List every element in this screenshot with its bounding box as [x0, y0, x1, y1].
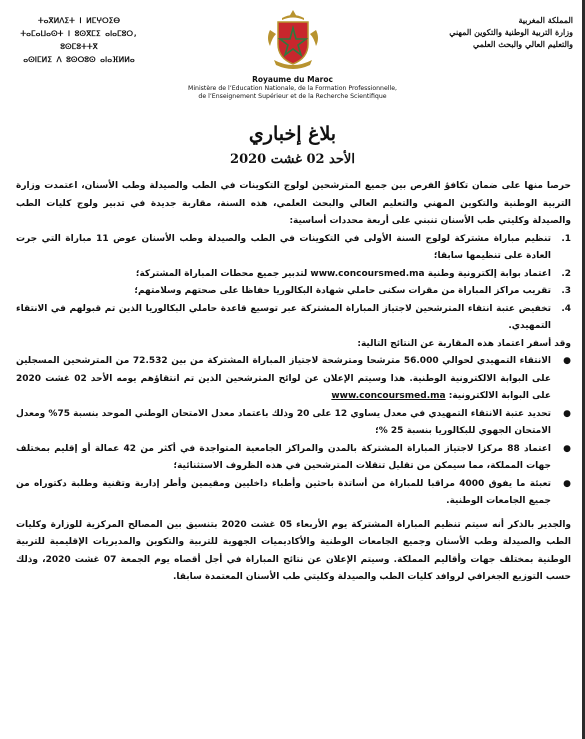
royal-emblem-icon — [262, 8, 324, 74]
list-item — [16, 406, 571, 441]
document-date: الأحد 02 غشت 2020 — [230, 152, 355, 167]
tifinagh-line: ⵜⴰⵎⴰⵡⴰⵙⵜ ⵏ ⵓⵙⴳⵎⵉ ⴰⵏⴰⵎⵓⵔ, ⵓⵙⵎⵓⵜⵜⴳ — [20, 29, 138, 51]
results-intro: وقد أسفر اعتماد هذه المقاربة عن النتائج التالية: — [357, 338, 571, 349]
intro-paragraph: حرصا منها على ضمان تكافؤ الفرص بين جميع المترشحين لولوج التكوينات في الطب والصيدلة وطب الأسنان، اعتمدت وزارة التربية الوطنية والتكوين المهني والتعليم العالي والبحث العلمي، هذه السنة، مقاربة جديدة في تدبير ولوج كليات الطب والصيدلة وكليتي طب الأسنان تنبني على أربعة محددات أساسية: — [16, 181, 571, 226]
list-item — [16, 301, 571, 336]
item-text: تقريب مراكز المباراة من مقرات سكنى حاملي شهادة البكالوريا حفاظا على صحتهم وسلامتهم؛ — [134, 286, 551, 296]
header-tifinagh — [14, 14, 144, 66]
bullet-dot-icon: ● — [563, 443, 571, 454]
bullet-text: الانتقاء التمهيدي لحوالي 56.000 مترشحا ومترشحة لاجتياز المباراة المشتركة من بين 72.532 من المترشحين المسجلين على البوابة الالكترونية الوطنية. هذا وسيتم الإعلان عن لوائح المترشحين الذين تم انتقاؤهم يومه الأحد 02 غشت 2020 على البوابة الالكترونية: — [16, 356, 551, 401]
list-item — [16, 231, 571, 266]
list-item — [16, 283, 571, 301]
arabic-header-line: وزارة التربية الوطنية والتكوين المهني — [449, 27, 573, 37]
tifinagh-line: ⴰⵙⵏⵎⵍⵉ ⴷ ⵓⵙⵔⵓⵙ ⴰⵏⴰⴼⵍⵍⴰ — [23, 55, 135, 64]
document-body — [16, 178, 571, 587]
item-text: اعتماد بوابة إلكترونية وطنية www.concoursmed.ma لتدبير جميع محطات المباراة المشتركة؛ — [135, 268, 551, 279]
item-number: 3. — [561, 286, 571, 296]
arabic-header-line: المملكة المغربية — [518, 15, 573, 25]
item-text: تخفيض عتبة انتقاء المترشحين لاجتياز المباراة المشتركة عبر توسيع قاعدة حاملي البكالوريا الذين تم قبولهم في الانتقاء التمهيدي. — [16, 303, 551, 331]
bullet-text: اعتماد 88 مركزا لاجتياز المباراة المشتركة بالمدن والمراكز الجامعية المتواجدة في أكثر من 42 عمالة أو إقليم بمختلف جهات المملكة، مما سيمكن من تقليل تنقلات المترشحين في هذه الظروف الاستثنائية؛ — [16, 443, 551, 471]
bullet-text: تعبئة ما يفوق 4000 مراقبا للمباراة من أساتذة باحثين وأطباء داخليين ومقيمين وأطر إدارية وتقنية وطلبة دكتوراه من جميع الجامعات الوطنية. — [16, 478, 551, 506]
header-arabic — [433, 14, 573, 50]
list-item — [16, 353, 571, 406]
closing-paragraph: والجدير بالذكر أنه سيتم تنظيم المباراة المشتركة يوم الأربعاء 05 غشت 2020 بتنسيق بين المصالح المركزية للوزارة وكليات الطب والصيدلة وطب الأسنان وجميع الجامعات الوطنية والأكاديميات الجهوية للتربية والتكوين والمديريات الإقليمية للتربية الوطنية بمختلف جهات وأقاليم المملكة. وسيتم الإعلان عن نتائج المباراة في أجل أقصاه يوم الجمعة 07 غشت 2020، وذلك حسب التوزيع الجغرافي لروافد كليات الطب والصيدلة وكليتي طب الأسنان المعتمدة سابقا. — [16, 519, 571, 582]
item-number: 1. — [561, 233, 571, 244]
item-number: 2. — [561, 268, 571, 279]
ministry-line: de l’Enseignement Supérieur et de la Recherche Scientifique — [198, 93, 387, 100]
list-item — [16, 266, 571, 284]
bullet-dot-icon: ● — [563, 478, 571, 489]
kingdom-label: Royaume du Maroc — [252, 75, 333, 84]
bullet-text: تحديد عتبة الانتقاء التمهيدي في معدل يساوي 12 على 20 وذلك باعتماد معدل الامتحان الوطني الموحد بنسبة 75% ومعدل الامتحان الجهوي للبكالوريا بنسبة 25 %؛ — [16, 408, 552, 436]
ministry-name — [140, 85, 445, 101]
item-number: 4. — [561, 303, 571, 314]
ministry-line: Ministère de l’Education Nationale, de la Formation Professionnelle, — [187, 85, 397, 92]
bullet-dot-icon: ● — [563, 356, 571, 366]
arabic-header-line: والتعليم العالي والبحث العلمي — [472, 39, 573, 49]
list-item — [16, 441, 571, 476]
bullet-dot-icon: ● — [563, 408, 571, 419]
document-title: بلاغ إخباري — [248, 123, 337, 145]
portal-link[interactable]: www.concoursmed.ma — [331, 391, 446, 401]
list-item — [16, 476, 571, 511]
item-text: تنظيم مباراة مشتركة لولوج السنة الأولى في التكوينات في الطب والصيدلة وطب الأسنان عوض 11 مباراة التي جرت العادة على تنظيمها سابقا؛ — [16, 233, 551, 261]
tifinagh-line: ⵜⴰⴳⵍⴷⵉⵜ ⵏ ⵍⵎⵖⵔⵉⴱ — [37, 16, 121, 25]
